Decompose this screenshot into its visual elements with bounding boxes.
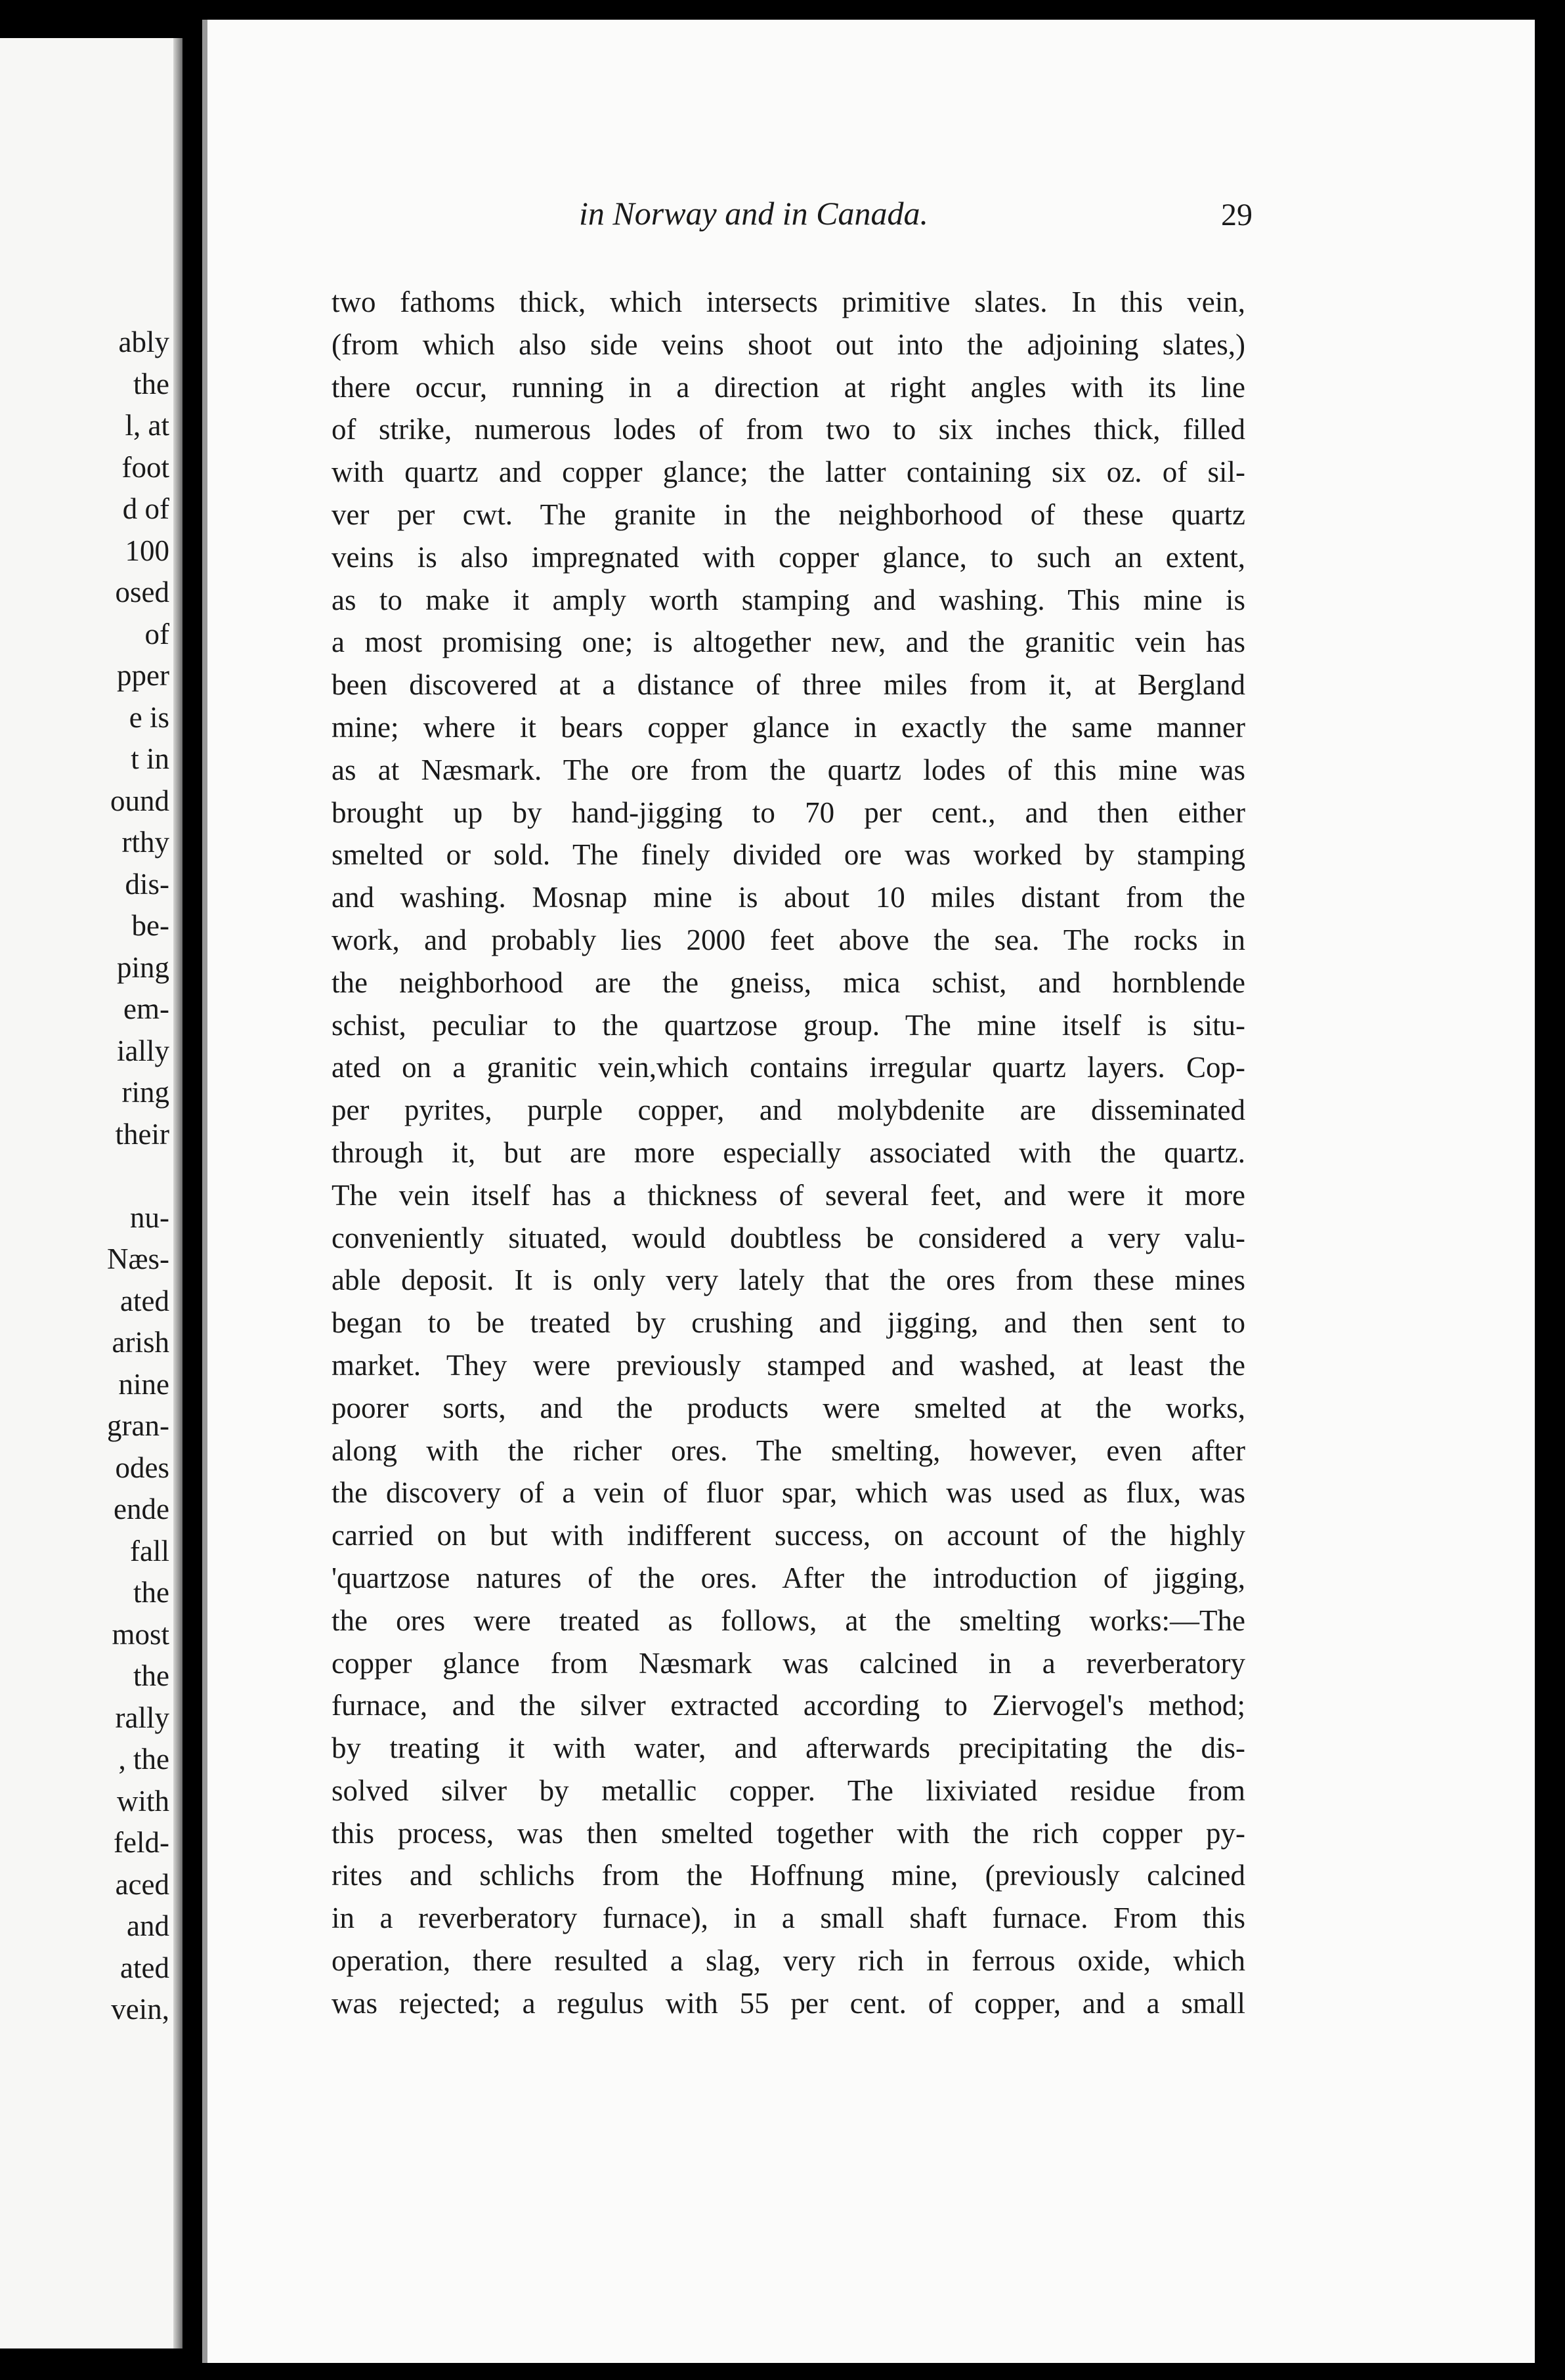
facing-page-line: pper [117, 659, 169, 692]
facing-page-line: feld- [114, 1826, 169, 1859]
facing-page-line: gran- [107, 1409, 169, 1442]
text-line: mine; where it bears copper glance in exactly the same manner [332, 710, 1245, 744]
text-line: with quartz and copper glance; the latter containing six oz. of sil- [332, 456, 1245, 489]
facing-page-line: rthy [121, 826, 169, 859]
facing-page-line: fall [130, 1534, 169, 1567]
text-line: along with the richer ores. The smelting, however, even after [332, 1434, 1245, 1467]
text-line: began to be treated by crushing and jigging, and then sent to [332, 1306, 1245, 1340]
text-line: operation, there resulted a slag, very rich in ferrous oxide, which [332, 1944, 1245, 1978]
text-line: poorer sorts, and the products were smelted at the works, [332, 1391, 1245, 1424]
text-line: brought up by hand-jigging to 70 per cent., and then either [332, 796, 1245, 829]
text-line: and washing. Mosnap mine is about 10 miles distant from the [332, 881, 1245, 914]
text-line: through it, but are more especially associated with the quartz. [332, 1136, 1245, 1169]
page-edge [202, 20, 207, 2363]
facing-page-line: the [133, 1659, 169, 1692]
facing-page-line: the [133, 1576, 169, 1609]
text-line: furnace, and the silver extracted according to Ziervogel's method; [332, 1689, 1245, 1722]
text-line: been discovered at a distance of three miles from it, at Bergland [332, 668, 1245, 702]
facing-page-text [107, 322, 169, 2031]
text-line: two fathoms thick, which intersects primitive slates. In this vein, [332, 286, 1245, 318]
text-line: was rejected; a regulus with 55 per cent. of copper, and a small [332, 1986, 1245, 2020]
facing-page-line: arish [112, 1326, 169, 1359]
facing-page-line: be- [131, 909, 169, 942]
facing-page-line: ound [110, 784, 169, 817]
text-line: as to make it amply worth stamping and washing. This mine is [332, 583, 1245, 616]
text-line: the discovery of a vein of fluor spar, which was used as flux, was [332, 1476, 1245, 1510]
facing-page-line: most [112, 1617, 169, 1651]
text-line: in a reverberatory furnace), in a small shaft furnace. From this [332, 1902, 1245, 1935]
text-line: market. They were previously stamped and washed, at least the [332, 1348, 1245, 1382]
text-line: of strike, numerous lodes of from two to six inches thick, filled [332, 413, 1245, 446]
facing-page-line: dis- [125, 867, 169, 901]
facing-page-line: ably [118, 326, 169, 358]
text-line: ver per cwt. The granite in the neighborhood of these quartz [332, 498, 1245, 531]
text-line: the ores were treated as follows, at the smelting works:—The [332, 1604, 1245, 1637]
facing-page-line: ping [116, 950, 169, 984]
facing-page-line: odes [115, 1451, 169, 1484]
body-text [332, 281, 1245, 2025]
text-line: this process, was then smelted together with the rich copper py- [332, 1816, 1245, 1850]
facing-page-line: , the [118, 1743, 169, 1775]
facing-page-line: l, at [125, 409, 169, 442]
text-line: by treating it with water, and afterwards precipitating the dis- [332, 1732, 1245, 1765]
text-line: solved silver by metallic copper. The lixiviated residue from [332, 1774, 1245, 1807]
facing-page-line: and [127, 1909, 169, 1942]
text-line: there occur, running in a direction at right angles with its line [332, 370, 1245, 404]
page-fold [173, 38, 182, 2348]
facing-page-line: of [144, 617, 169, 650]
text-line: smelted or sold. The finely divided ore was worked by stamping [332, 838, 1245, 872]
text-line: work, and probably lies 2000 feet above the sea. The rocks in [332, 923, 1245, 956]
text-line: ated on a granitic vein,which contains irregular quartz layers. Cop- [332, 1051, 1245, 1084]
facing-page-line [107, 1155, 169, 1197]
facing-page-line: nu- [130, 1201, 169, 1234]
text-line: schist, peculiar to the quartzose group. The mine itself is situ- [332, 1008, 1245, 1042]
text-line: copper glance from Næsmark was calcined in a reverberatory [332, 1646, 1245, 1680]
facing-page-line: with [116, 1784, 169, 1817]
page-number: 29 [1221, 198, 1253, 232]
facing-page-line: aced [115, 1867, 169, 1901]
facing-page-line: nine [118, 1367, 169, 1401]
text-line: the neighborhood are the gneiss, mica schist, and hornblende [332, 966, 1245, 999]
facing-page-line: Næs- [106, 1243, 169, 1275]
facing-page-line: osed [115, 576, 169, 608]
facing-page-line: d of [122, 492, 169, 525]
facing-page-line: e is [129, 700, 169, 734]
text-line: (from which also side veins shoot out into the adjoining slates,) [332, 328, 1245, 361]
facing-page-line: ende [114, 1493, 169, 1525]
text-line: per pyrites, purple copper, and molybdenite are disseminated [332, 1094, 1245, 1127]
text-line: a most promising one; is altogether new, and the granitic vein has [332, 626, 1245, 659]
facing-page-line: vein, [111, 1993, 169, 2026]
text-line: 'quartzose natures of the ores. After the introduction of jigging, [332, 1561, 1245, 1594]
facing-page-line: em- [123, 992, 169, 1025]
text-line: carried on but with indifferent success, on account of the highly [332, 1519, 1245, 1552]
text-line: able deposit. It is only very lately that the ores from these mines [332, 1264, 1245, 1297]
facing-page-line: ated [120, 1951, 169, 1984]
facing-page-line: the [133, 367, 169, 400]
facing-page-line: t in [131, 742, 169, 775]
text-line: as at Næsmark. The ore from the quartz lodes of this mine was [332, 753, 1245, 786]
facing-page-line: 100 [125, 534, 169, 567]
page-header [375, 194, 1253, 240]
running-title: in Norway and in Canada. [579, 195, 928, 232]
text-line: veins is also impregnated with copper glance, to such an extent, [332, 540, 1245, 574]
facing-page-line: their [115, 1117, 169, 1151]
facing-page-line: foot [121, 450, 169, 484]
facing-page-line: rally [115, 1701, 169, 1734]
facing-page-line: ially [117, 1034, 169, 1067]
text-line: conveniently situated, would doubtless be considered a very valu- [332, 1221, 1245, 1254]
facing-page-line: ated [120, 1284, 169, 1317]
facing-page-line: ring [121, 1076, 169, 1109]
text-line: rites and schlichs from the Hoffnung mine, (previously calcined [332, 1859, 1245, 1892]
facing-page [0, 38, 182, 2348]
text-line: The vein itself has a thickness of several feet, and were it more [332, 1178, 1245, 1212]
